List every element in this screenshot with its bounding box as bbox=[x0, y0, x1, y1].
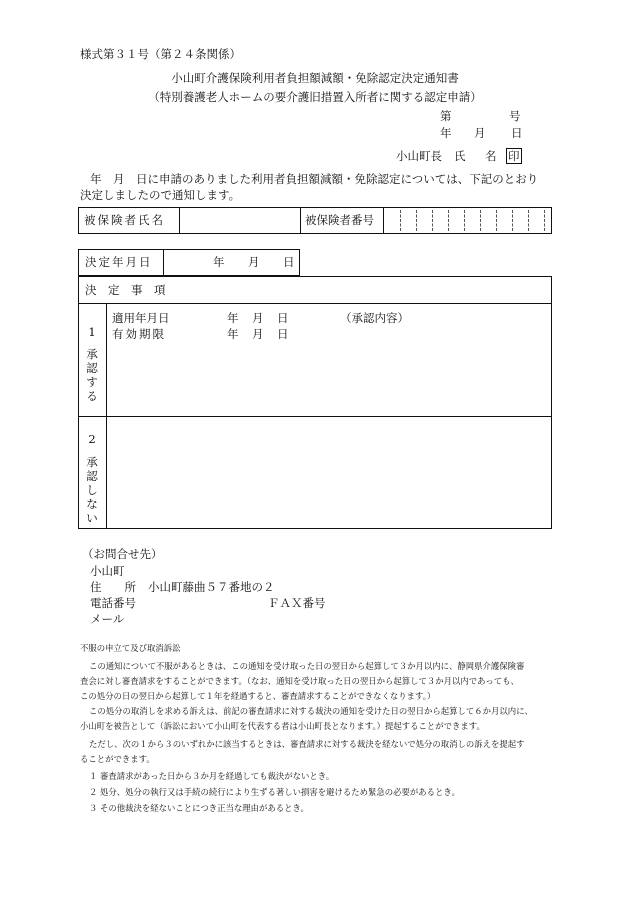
valid-date-tsuki: 月 bbox=[252, 327, 264, 341]
inquiry-header: （お問合せ先） bbox=[82, 547, 163, 561]
decision-date-tsuki: 月 bbox=[248, 255, 260, 269]
notes-line: この通知について不服があるときは、この通知を受け取った日の翌日から起算して３か月以内に、静岡県介護保険審 bbox=[89, 661, 525, 671]
decision-date-nen: 年 bbox=[213, 255, 225, 269]
apply-date-hi: 日 bbox=[277, 311, 289, 325]
notes-line: この処分の日の翌日から起算して１年を経過すると、審査請求することができなくなります。） bbox=[80, 691, 436, 701]
apply-date-nen: 年 bbox=[227, 311, 239, 325]
approve-content-label: （承認内容） bbox=[340, 311, 409, 325]
notes-list-item: ３ その他裁決を経ないことにつき正当な理由があるとき。 bbox=[89, 803, 309, 813]
reject-label: 承認しない bbox=[86, 455, 98, 525]
insured-name-label: 被保険者氏名 bbox=[84, 213, 165, 227]
apply-date-tsuki: 月 bbox=[252, 311, 264, 325]
doc-date-nen: 年 bbox=[440, 126, 452, 140]
issuer-shi: 氏 bbox=[454, 149, 466, 163]
inquiry-fax-label: ＦＡＸ番号 bbox=[268, 596, 326, 610]
notes-line: この処分の取消しを求める訴えは、前記の審査請求に対する裁決の通知を受けた日の翌日から起算して６か月以内に、 bbox=[89, 706, 533, 716]
form-number: 様式第３１号（第２４条関係） bbox=[80, 47, 241, 61]
valid-date-hi: 日 bbox=[277, 327, 289, 341]
notes-list-item: ２ 処分、処分の執行又は手続の続行により生ずる著しい損害を避けるため緊急の必要があるとき。 bbox=[89, 787, 460, 797]
intro-line-2: 決定しましたので通知します。 bbox=[80, 188, 241, 202]
apply-date-label: 適用年月日 bbox=[112, 311, 170, 325]
valid-period-label: 有効期限 bbox=[112, 327, 166, 341]
decision-date-hi: 日 bbox=[283, 255, 295, 269]
issuer-title: 小山町長 bbox=[396, 149, 442, 163]
insured-number-label: 被保険者番号 bbox=[305, 213, 374, 227]
decision-date-label: 決定年月日 bbox=[85, 255, 153, 269]
issuer-mei: 名 bbox=[485, 149, 497, 163]
seal-mark: 印 bbox=[508, 149, 520, 163]
notes-line: ただし、次の１から３のいずれかに該当するときは、審査請求に対する裁決を経ないで処分の取消しの訴えを提起す bbox=[89, 739, 525, 749]
inquiry-address-label: 住 所 bbox=[90, 580, 136, 594]
valid-date-nen: 年 bbox=[227, 327, 239, 341]
notes-list-item: １ 審査請求があった日から３か月を経過しても裁決がないとき。 bbox=[89, 771, 335, 781]
inquiry-address: 小山町藤曲５７番地の２ bbox=[148, 580, 275, 594]
doc-date-tsuki: 月 bbox=[474, 126, 486, 140]
doc-number-dai: 第 bbox=[440, 109, 452, 123]
document-subtitle: （特別養護老人ホームの要介護旧措置入所者に関する認定申請） bbox=[148, 90, 482, 104]
reject-number: 2 bbox=[88, 432, 96, 446]
notes-line: ることができます。 bbox=[80, 754, 155, 764]
document-title: 小山町介護保険利用者負担額減額・免除認定決定通知書 bbox=[171, 71, 459, 85]
inquiry-org: 小山町 bbox=[90, 564, 125, 578]
notes-line: 査会に対し審査請求をすることができます。（なお、通知を受け取った日の翌日から起算して３か月以内であっても、 bbox=[80, 676, 519, 686]
doc-number-go: 号 bbox=[509, 109, 521, 123]
notes-heading: 不服の申立て及び取消訴訟 bbox=[80, 643, 181, 653]
notes-line: 小山町を被告として（訴訟において小山町を代表する者は小山町長となります。）提起することができます。 bbox=[80, 721, 485, 731]
inquiry-mail-label: メール bbox=[90, 612, 125, 626]
intro-line-1: 年 月 日に申請のありました利用者負担額減額・免除認定については、下記のとおり bbox=[90, 172, 539, 186]
inquiry-phone-label: 電話番号 bbox=[90, 596, 136, 610]
doc-date-hi: 日 bbox=[511, 126, 523, 140]
approve-label: 承認する bbox=[86, 347, 98, 403]
decision-items-label: 決 定 事 項 bbox=[85, 283, 166, 297]
approve-number: 1 bbox=[88, 325, 96, 339]
